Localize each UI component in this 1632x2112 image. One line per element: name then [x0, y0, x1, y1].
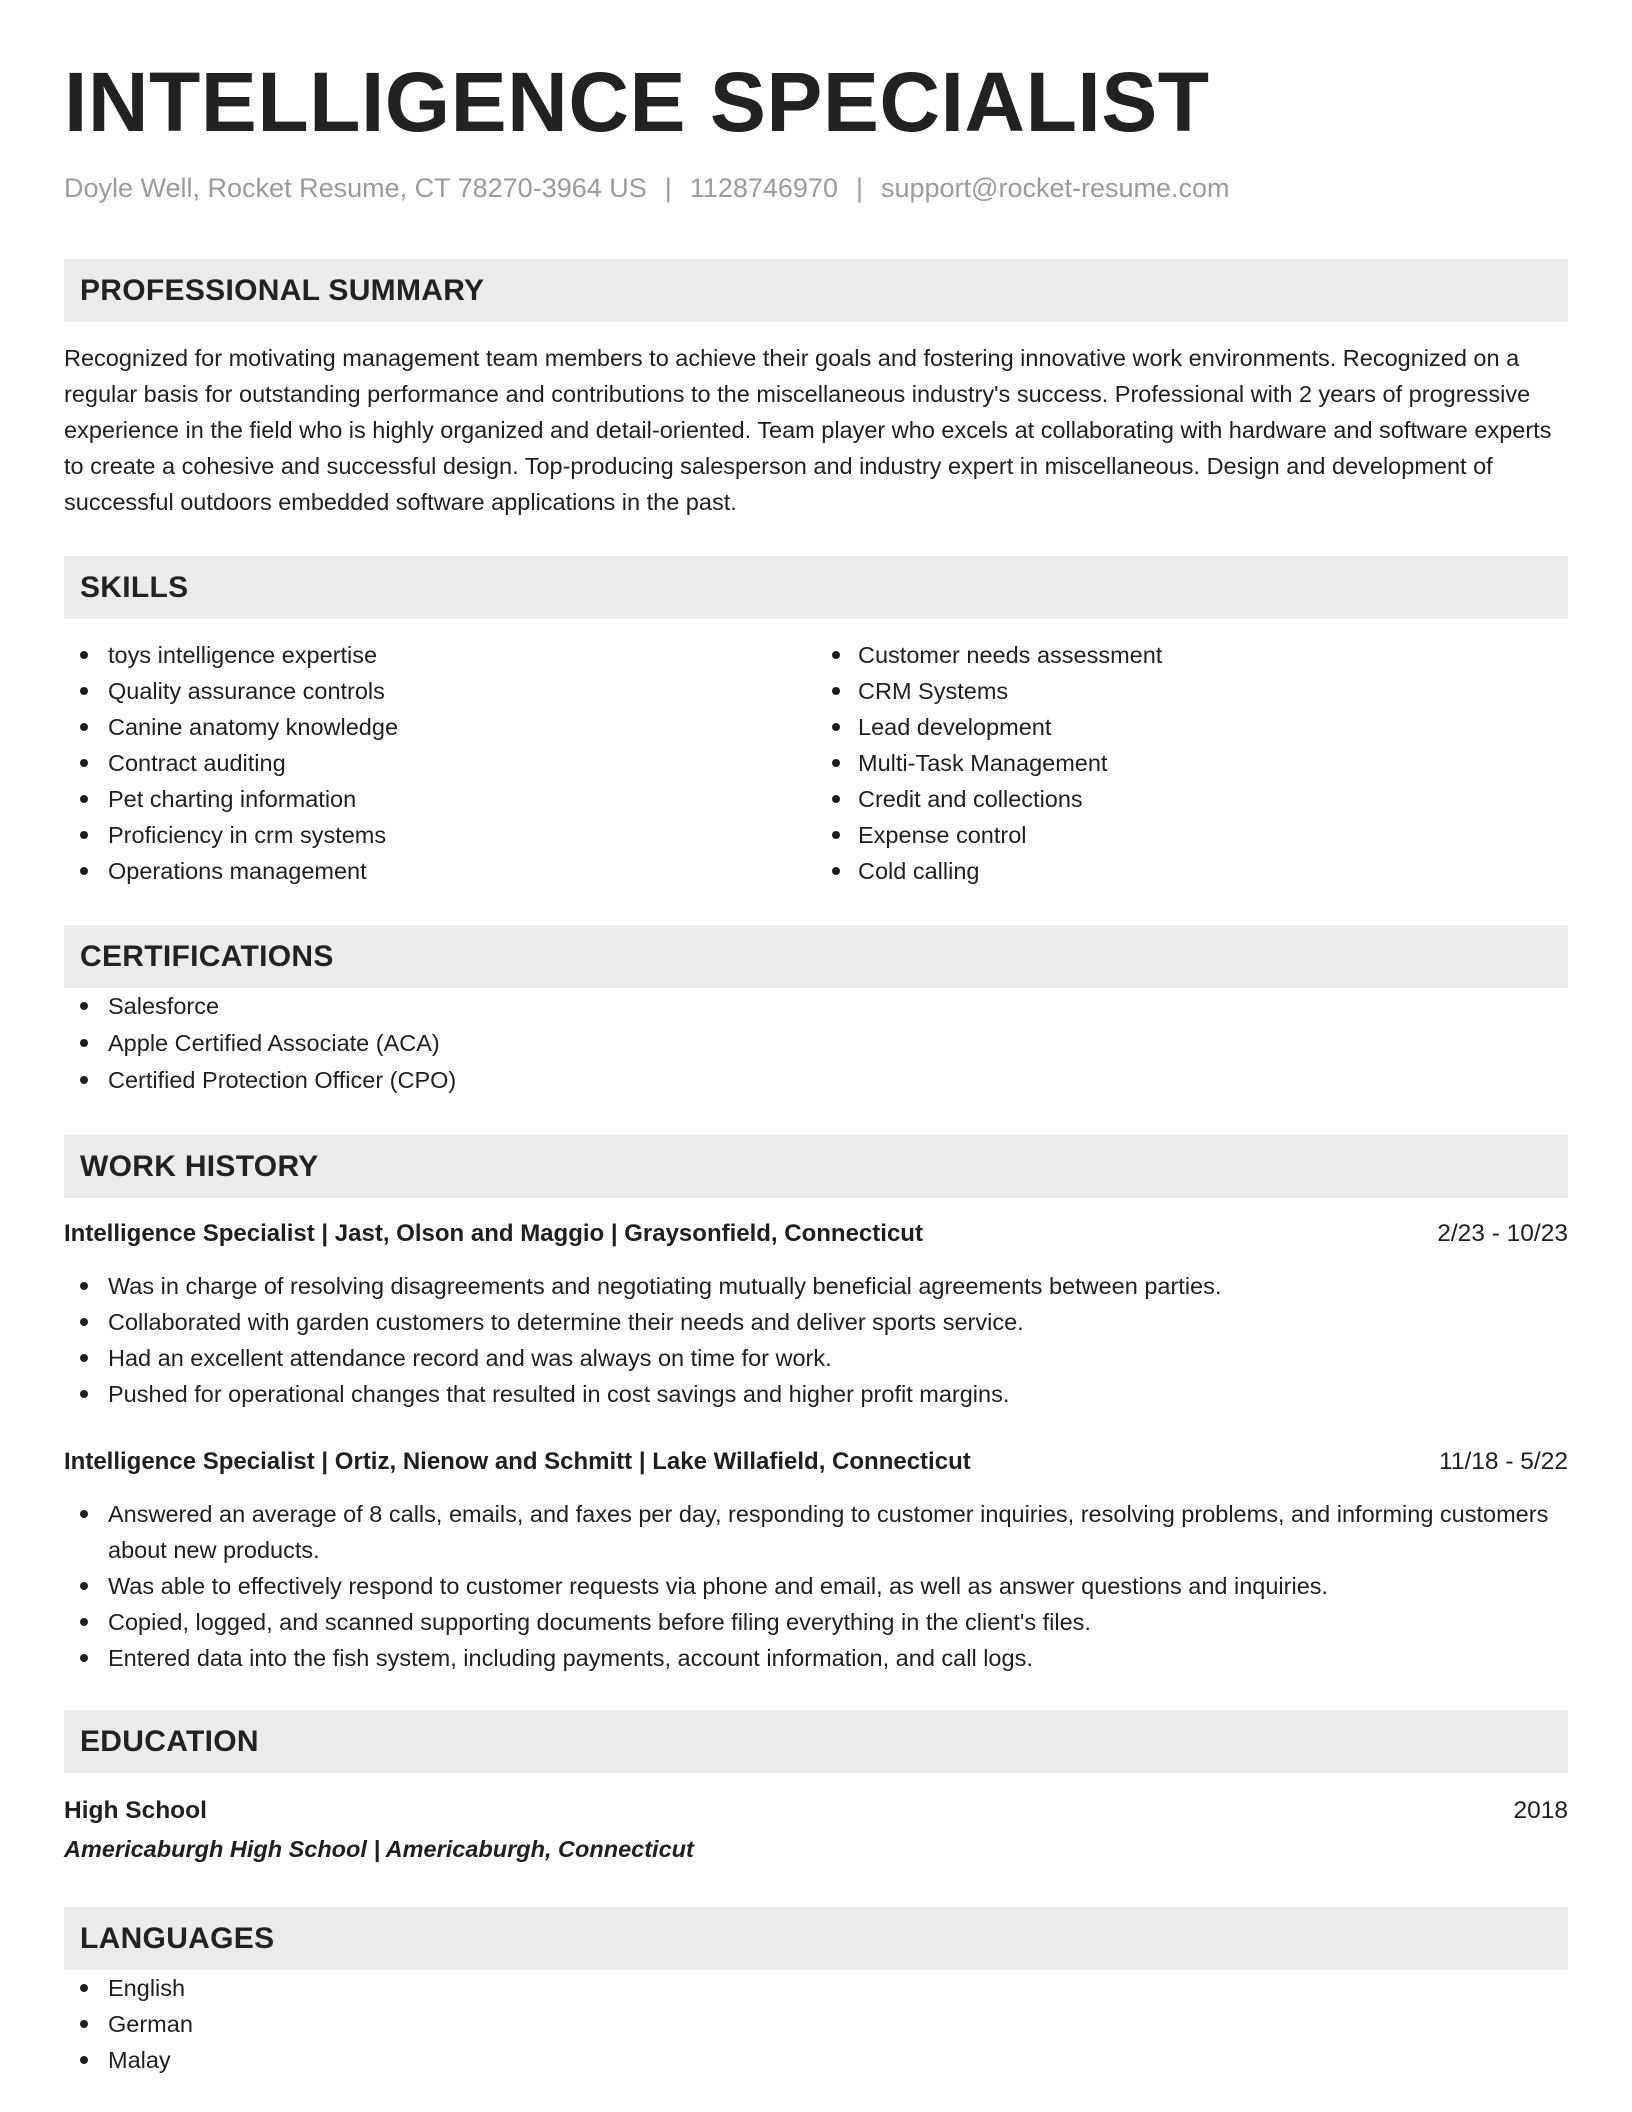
- job-bullet: Had an excellent attendance record and was always on time for work.: [64, 1340, 1568, 1376]
- skill-item: Multi-Task Management: [816, 745, 1568, 781]
- section-header-summary: PROFESSIONAL SUMMARY: [64, 259, 1568, 322]
- skill-item: CRM Systems: [816, 673, 1568, 709]
- language-item: German: [64, 2006, 1568, 2042]
- skill-item: Pet charting information: [64, 781, 816, 817]
- languages-list: [64, 1970, 1568, 2078]
- contact-separator: |: [664, 173, 672, 203]
- language-item: English: [64, 1970, 1568, 2006]
- skill-item: Lead development: [816, 709, 1568, 745]
- section-header-certifications: CERTIFICATIONS: [64, 925, 1568, 988]
- skills-list-left: [64, 637, 816, 889]
- summary-text: Recognized for motivating management team members to achieve their goals and fostering innovative work environments. Recognized on a regular basis for outstanding performance and contributions to the miscellaneous industry's success. Professional with 2 years of progressive experience in the field who is highly organized and detail-oriented. Team player who excels at collaborating with hardware and software experts to create a cohesive and successful design. Top-producing salesperson and industry expert in miscellaneous. Design and development of successful outdoors embedded software applications in the past.: [64, 345, 1552, 515]
- education-degree: High School: [64, 1797, 207, 1824]
- job-bullet: Copied, logged, and scanned supporting documents before filing everything in the client's files.: [64, 1604, 1568, 1640]
- job-entry: [64, 1444, 1568, 1676]
- education-year: 2018: [1513, 1797, 1568, 1824]
- job-bullet: Collaborated with garden customers to determine their needs and deliver sports service.: [64, 1304, 1568, 1340]
- job-bullet: Entered data into the fish system, including payments, account information, and call logs.: [64, 1640, 1568, 1676]
- job-bullets: [64, 1268, 1568, 1412]
- skill-item: Canine anatomy knowledge: [64, 709, 816, 745]
- education-header: [64, 1793, 1568, 1829]
- job-dates: 11/18 - 5/22: [1439, 1448, 1568, 1475]
- section-header-skills: SKILLS: [64, 556, 1568, 619]
- skill-item: Credit and collections: [816, 781, 1568, 817]
- contact-email[interactable]: support@rocket-resume.com: [880, 173, 1230, 203]
- job-dates: 2/23 - 10/23: [1437, 1220, 1568, 1247]
- job-heading: Intelligence Specialist | Jast, Olson and Maggio | Graysonfield, Connecticut: [64, 1220, 923, 1247]
- contact-line: [64, 168, 1568, 208]
- skills-column-left: [64, 637, 816, 889]
- skill-item: Proficiency in crm systems: [64, 817, 816, 853]
- certifications-list: [64, 988, 1568, 1099]
- language-item: Malay: [64, 2042, 1568, 2078]
- certification-item: Certified Protection Officer (CPO): [64, 1062, 1568, 1099]
- section-header-languages: LANGUAGES: [64, 1907, 1568, 1970]
- skills-column-right: [816, 637, 1568, 889]
- job-bullets: [64, 1496, 1568, 1676]
- skill-item: Contract auditing: [64, 745, 816, 781]
- skill-item: Quality assurance controls: [64, 673, 816, 709]
- section-header-education: EDUCATION: [64, 1710, 1568, 1773]
- skill-item: Operations management: [64, 853, 816, 889]
- skills-grid: [64, 637, 1568, 889]
- job-bullet: Was able to effectively respond to customer requests via phone and email, as well as answer questions and inquiries.: [64, 1568, 1568, 1604]
- contact-address: Doyle Well, Rocket Resume, CT 78270-3964 US: [64, 173, 647, 203]
- job-header: [64, 1216, 1568, 1252]
- job-bullet: Answered an average of 8 calls, emails, and faxes per day, responding to customer inquiries, resolving problems, and informing customers about new products.: [64, 1496, 1568, 1568]
- skill-item: Customer needs assessment: [816, 637, 1568, 673]
- skill-item: Cold calling: [816, 853, 1568, 889]
- contact-separator: |: [855, 173, 863, 203]
- section-header-work-history: WORK HISTORY: [64, 1135, 1568, 1198]
- resume-title: INTELLIGENCE SPECIALIST: [64, 55, 1210, 149]
- skill-item: toys intelligence expertise: [64, 637, 816, 673]
- job-bullet: Pushed for operational changes that resulted in cost savings and higher profit margins.: [64, 1376, 1568, 1412]
- skill-item: Expense control: [816, 817, 1568, 853]
- job-entry: [64, 1216, 1568, 1412]
- contact-phone: 1128746970: [689, 173, 838, 203]
- skills-list-right: [816, 637, 1568, 889]
- certification-item: Salesforce: [64, 988, 1568, 1025]
- job-heading: Intelligence Specialist | Ortiz, Nienow and Schmitt | Lake Willafield, Connecticut: [64, 1448, 971, 1475]
- job-bullet: Was in charge of resolving disagreements and negotiating mutually beneficial agreements between parties.: [64, 1268, 1568, 1304]
- education-school: Americaburgh High School | Americaburgh, Connecticut: [64, 1836, 694, 1862]
- certification-item: Apple Certified Associate (ACA): [64, 1025, 1568, 1062]
- job-header: [64, 1444, 1568, 1480]
